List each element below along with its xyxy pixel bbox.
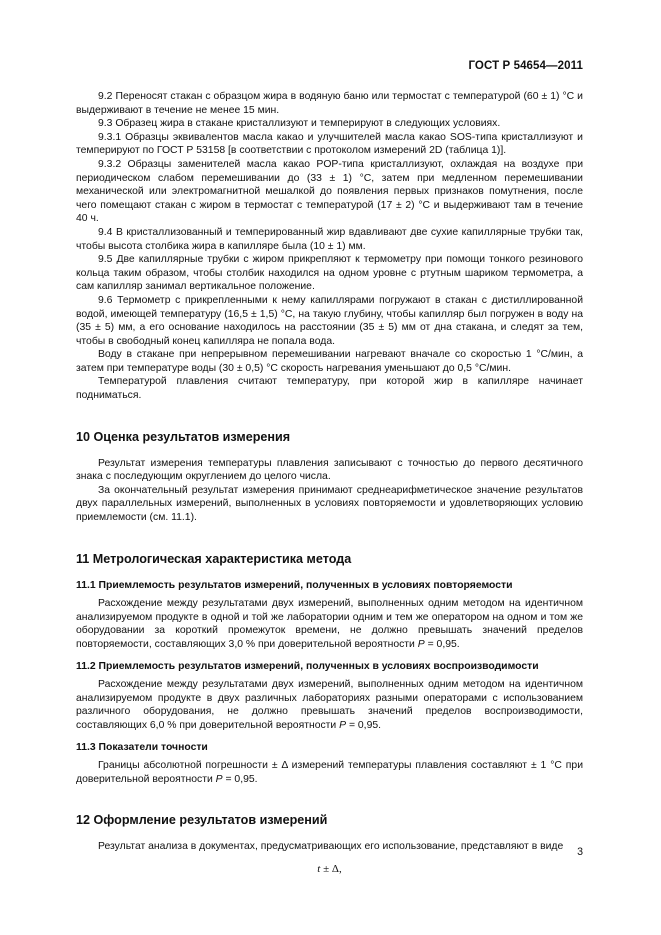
- document-body: [76, 90, 583, 877]
- paragraph-9-5: 9.5 Две капиллярные трубки с жиром прикрепляют к термометру при помощи тонкого резинового кольца таким образом, чтобы столбик находился на одном уровне с ртутным шариком термометра, а сам капилляр занимал вертикальное положение.: [76, 254, 583, 293]
- probability-variable: P: [339, 719, 347, 731]
- paragraph-9-4: 9.4 В кристаллизованный и темперированный жир вдавливают две сухие капиллярные трубки так, чтобы высота столбика жира в капилляре была (10 ± 1) мм.: [76, 226, 583, 252]
- paragraph-11-1-text: Расхождение между результатами двух измерений, выполненных одним методом на идентичном анализируемом продукте в одной и той же лаборатории одним и тем же оператором на одном и том же оборудовании за короткий промежуток времени, не должно превышать значений пределов повторяемости, составляющих 3,0 % при доверительной вероятности: [76, 598, 583, 650]
- paragraph-9-6-heating: Воду в стакане при непрерывном перемешивании нагревают вначале со скоростью 1 °С/мин, а затем при температуре воды (30 ± 0,5) °С скорость нагревания уменьшают до 0,5 °С/мин.: [76, 349, 583, 374]
- paragraph-12-1: Результат анализа в документах, предусматривающих его использование, представляют в виде: [98, 841, 564, 853]
- paragraph-11-2-value: = 0,95.: [346, 719, 382, 731]
- paragraph-9-6-melting: Температурой плавления считают температуру, при которой жир в капилляре начинает подниматься.: [76, 376, 583, 402]
- document-code: ГОСТ Р 54654—2011: [468, 60, 583, 72]
- paragraph-9-2: 9.2 Переносят стакан с образцом жира в водяную баню или термостат с температурой (60 ± 1) °С и выдерживают в течение не менее 15 мин.: [76, 91, 583, 116]
- paragraph-9-6: 9.6 Термометр с прикрепленными к нему капиллярами погружают в стакан с дистиллированной водой, имеющей температуру (16,5 ± 1,5) °С, на такую глубину, чтобы капилляр был погружен в воду на (35 ± 5) мм, а его основание находилось на расстоянии (35 ± 5) мм от дна стакана, и следят за тем, чтобы в свободный конец капилляра не попала вода.: [76, 294, 583, 347]
- paragraph-11-3-text: Границы абсолютной погрешности ± Δ измерений температуры плавления составляют ± 1 °С при доверительной вероятности: [76, 760, 583, 785]
- formula-variable: t: [317, 862, 321, 875]
- paragraph-10-1: Результат измерения температуры плавления записывают с точностью до первого десятичного знака с последующим округлением до целого числа.: [76, 457, 583, 483]
- probability-variable: P: [417, 639, 425, 650]
- section-11-title: 11 Метрологическая характеристика метода: [76, 551, 352, 566]
- subsection-11-1-title: 11.1 Приемлемость результатов измерений, полученных в условиях повторяемости: [76, 579, 513, 591]
- section-12-title: 12 Оформление результатов измерений: [76, 813, 328, 828]
- section-10-title: 10 Оценка результатов измерения: [76, 429, 291, 444]
- subsection-11-2-title: 11.2 Приемлемость результатов измерений, полученных в условиях воспроизводимости: [76, 660, 539, 672]
- paragraph-11-2: [76, 678, 583, 732]
- subsection-11-3-title: 11.3 Показатели точности: [76, 741, 208, 753]
- paragraph-9-3-1: 9.3.1 Образцы эквивалентов масла какао и улучшителей масла какао SOS-типа кристаллизуют и темперируют по ГОСТ Р 53158 [в соответствии с протоколом измерений 2D (таблица 1)].: [76, 131, 583, 157]
- paragraph-9-3-2: 9.3.2 Образцы заменителей масла какао POP-типа кристаллизуют, охлаждая на воздухе при периодическом слабом перемешивании до (33 ± 1) °С, затем при медленном перемешивании механической или электромагнитной мешалкой до появления первых признаков помутнения, после чего помещают стакан с жиром в термостат с температурой (17 ± 2) °С и выдерживают там в течение 40 ч.: [76, 158, 583, 225]
- paragraph-11-3: [76, 759, 583, 786]
- probability-variable: P: [215, 773, 223, 785]
- formula-tolerance: ± Δ,: [320, 862, 342, 875]
- paragraph-10-2: За окончательный результат измерения принимают среднеарифметическое значение результатов двух параллельных измерений, выполненных в условиях повторяемости и удовлетворяющих условию приемлемости (см. 11.1).: [76, 484, 583, 524]
- paragraph-11-3-value: = 0,95.: [222, 773, 258, 785]
- paragraph-9-3: 9.3 Образец жира в стакане кристаллизуют и темперируют в следующих условиях.: [98, 118, 501, 130]
- result-formula: [76, 863, 583, 877]
- paragraph-11-1-value: = 0,95.: [424, 639, 460, 650]
- page-number: 3: [577, 846, 583, 858]
- paragraph-11-2-text: Расхождение между результатами двух измерений, выполненных одним методом на идентичном анализируемом продукте в двух различных лабораториях разными операторами с использованием различного оборудования, не должно превышать значений пределов воспроизводимости, составляющих 6,0 % при доверительной вероятности: [76, 679, 583, 731]
- paragraph-11-1: [76, 597, 583, 651]
- document-page: [76, 0, 583, 935]
